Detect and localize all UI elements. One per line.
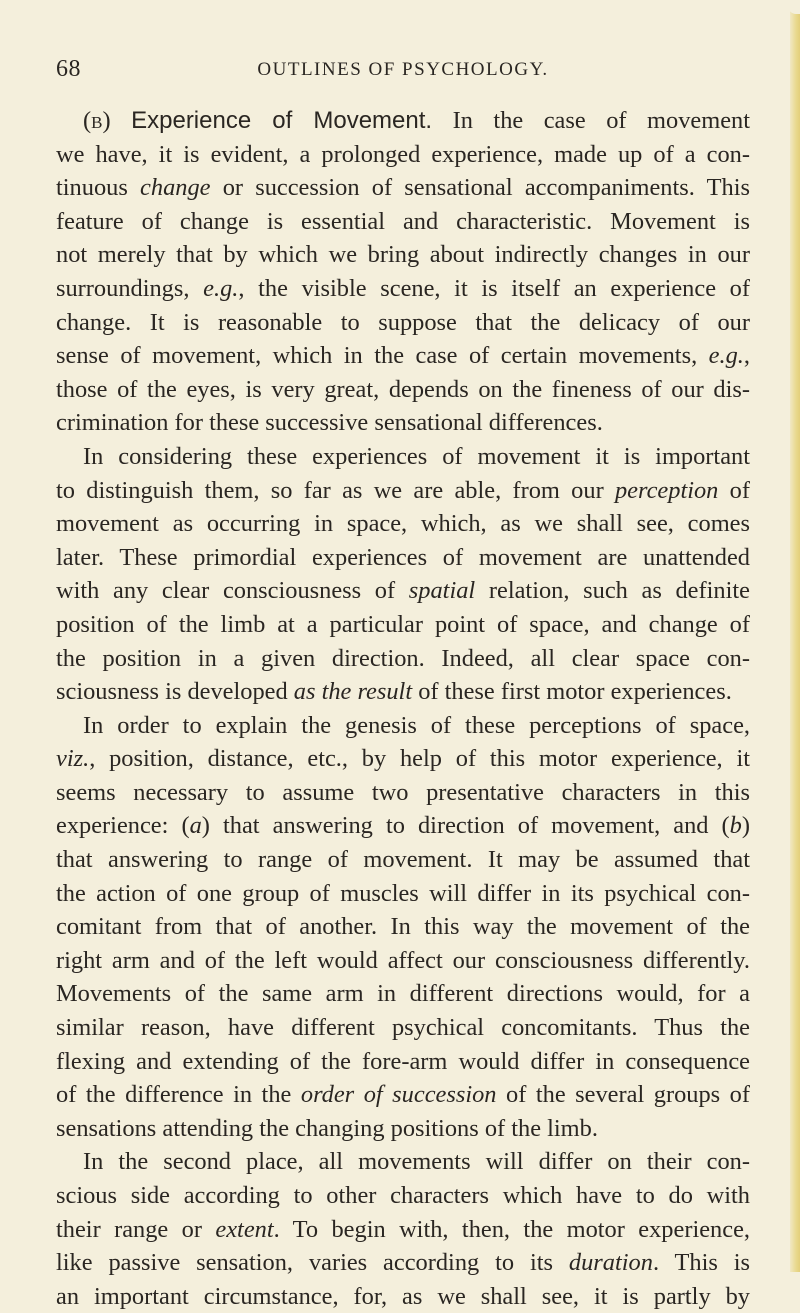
book-page (56, 0, 751, 1310)
text-run: crimination for these successive sensational differences. (56, 409, 603, 437)
text-run: right arm and of the left would affect our consciousness differently. (56, 946, 750, 974)
text-line (56, 104, 750, 138)
text-line (56, 205, 750, 239)
italic-phrase: perception (614, 476, 719, 504)
text-line (56, 1045, 750, 1079)
text-line (56, 1011, 750, 1045)
text-run: or succession of sensational accompaniments. This (210, 174, 750, 202)
text-run: tinuous (56, 174, 141, 202)
italic-phrase: duration (568, 1249, 653, 1277)
text-run: flexing and extending of the fore-arm would differ in consequence (56, 1047, 750, 1075)
italic-phrase: extent (215, 1215, 274, 1243)
text-run: like passive sensation, varies according to its (56, 1249, 569, 1277)
text-line (56, 272, 750, 306)
text-run: In the second place, all movements will differ on their con- (83, 1148, 750, 1176)
text-line (56, 440, 750, 474)
running-head: OUTLINES OF PSYCHOLOGY. (257, 59, 549, 80)
text-run: , (743, 342, 750, 370)
text-run: with any clear consciousness of (56, 577, 409, 605)
text-run: sciousness is developed (56, 678, 294, 706)
text-run: In order to explain the genesis of these perceptions of space, (83, 711, 750, 739)
text-run: not merely that by which we bring about indirectly changes in our (56, 241, 750, 269)
text-run: change. It is reasonable to suppose that the delicacy of our (56, 308, 750, 336)
text-run: an important circumstance, for, as we shall see, it is partly by (56, 1282, 750, 1310)
text-run: comitant from that of another. In this way the movement of the (56, 913, 750, 941)
text-run: position of the limb at a particular point of space, and change of (56, 610, 750, 638)
text-run: feature of change is essential and characteristic. Movement is (56, 207, 750, 235)
text-line (56, 406, 750, 440)
text-line (56, 1078, 750, 1112)
italic-phrase: change (140, 174, 211, 202)
text-run: Movements of the same arm in different directions would, for a (56, 980, 750, 1008)
text-run: to distinguish them, so far as we are able, from our (56, 476, 615, 504)
text-run: sensations attending the changing positions of the limb. (56, 1114, 598, 1142)
text-line (56, 1179, 750, 1213)
text-run: movement as occurring in space, which, as we shall see, comes (56, 510, 750, 538)
text-line (56, 877, 750, 911)
italic-phrase: a (189, 812, 202, 840)
text-line (56, 171, 750, 205)
text-run: surroundings, (56, 274, 204, 302)
text-line (56, 1145, 750, 1179)
text-line (56, 1112, 750, 1146)
text-run: . To begin with, then, the motor experience, (273, 1215, 750, 1243)
text-line (56, 608, 750, 642)
italic-phrase: e.g. (708, 342, 744, 370)
text-line (56, 373, 750, 407)
page-header (56, 56, 750, 96)
text-run: we have, it is evident, a prolonged experience, made up of a con- (56, 140, 750, 168)
italic-phrase: as the result (293, 678, 413, 706)
page-number: 68 (56, 56, 81, 82)
page-edge-stain (790, 0, 800, 1272)
text-run: of these first motor experiences. (412, 678, 732, 706)
text-line (56, 306, 750, 340)
text-line (56, 809, 750, 843)
text-run: seems necessary to assume two presentative characters in this (56, 778, 750, 806)
text-run: of the several groups of (496, 1081, 750, 1109)
text-line (56, 1213, 750, 1247)
text-run: the position in a given direction. Indeed, all clear space con- (56, 644, 750, 672)
text-run: their range or (56, 1215, 216, 1243)
italic-phrase: b (729, 812, 742, 840)
text-run: experience: ( (56, 812, 190, 840)
page-corner-tear (788, 0, 800, 14)
text-run: relation, such as definite (475, 577, 750, 605)
text-line (56, 541, 750, 575)
text-line (56, 944, 750, 978)
text-line (56, 507, 750, 541)
text-line (56, 675, 750, 709)
section-heading: Experience of Movement. (131, 107, 433, 134)
text-run: , position, distance, etc., by help of this motor experience, it (89, 745, 750, 773)
text-line (56, 339, 750, 373)
italic-phrase: spatial (408, 577, 476, 605)
text-run: ) that answering to direction of movement, and ( (201, 812, 730, 840)
text-run: later. These primordial experiences of movement are unattended (56, 543, 750, 571)
text-line (56, 1280, 750, 1313)
italic-phrase: order of succession (300, 1081, 497, 1109)
text-line-rest: In the case of movement (432, 107, 750, 134)
text-run: of (718, 476, 750, 504)
body-text (56, 104, 750, 1313)
text-run: ) (741, 812, 750, 840)
text-line (56, 977, 750, 1011)
text-line (56, 574, 750, 608)
text-run: the action of one group of muscles will differ in its psychical con- (56, 879, 750, 907)
text-line (56, 474, 750, 508)
section-mark: (b) (83, 107, 111, 134)
text-line (56, 742, 750, 776)
text-run: that answering to range of movement. It may be assumed that (56, 846, 750, 874)
text-run: those of the eyes, is very great, depends on the fineness of our dis- (56, 375, 750, 403)
text-run: In considering these experiences of movement it is important (83, 442, 750, 470)
text-line (56, 843, 750, 877)
italic-phrase: e.g. (203, 274, 239, 302)
text-line (56, 138, 750, 172)
text-line (56, 776, 750, 810)
text-line (56, 642, 750, 676)
text-run: . This is (652, 1249, 751, 1277)
text-run: scious side according to other characters which have to do with (56, 1182, 750, 1209)
italic-phrase: viz. (56, 745, 90, 773)
text-line (56, 709, 750, 743)
text-run: similar reason, have different psychical concomitants. Thus the (56, 1014, 750, 1042)
text-run: , the visible scene, it is itself an experience of (238, 274, 750, 302)
text-line (56, 910, 750, 944)
text-run: of the difference in the (56, 1081, 301, 1109)
text-line (56, 1246, 750, 1280)
text-run: sense of movement, which in the case of certain movements, (56, 342, 709, 370)
text-line (56, 238, 750, 272)
